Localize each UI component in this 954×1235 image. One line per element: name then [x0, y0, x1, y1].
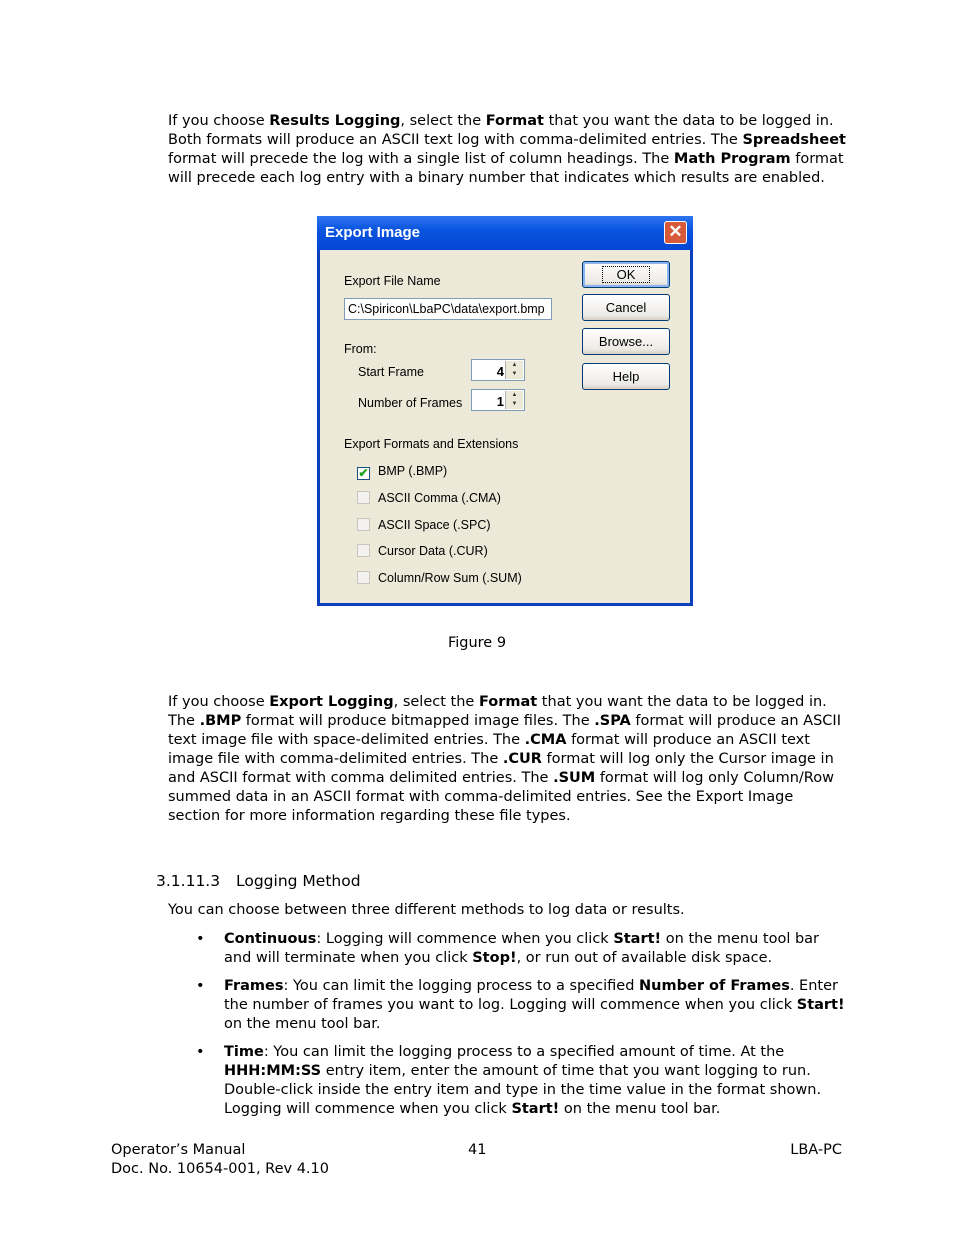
export-logging-paragraph: If you choose Export Logging, select the Format that you want the data to be logged in. The .BMP format will produce bitmapped image files. The .SPA format will produce an ASCII text image file with space-delimited entries. The .CMA format will produce an ASCII text image file with comma-delimited entries. The .CUR format will log only the Cursor image in and ASCII format with comma delimited entries. The .SUM format will log only Column/Row summed data in an ASCII format with comma-delimited entries. See the Export Image section for more information regarding these file types. — [168, 694, 841, 824]
section-title: Logging Method — [236, 872, 361, 890]
dialog-title: Export Image — [325, 224, 421, 241]
format-option-label: Cursor Data (.CUR) — [378, 544, 488, 558]
list-item: • Time: You can limit the logging process to a specified amount of time. At the HHH:MM:SS entry item, enter the amount of time that you want logging to run. Double-click inside the entry item and type in the time value in the format shown. Logging will commence when you click Start! on the menu tool bar. — [196, 1044, 822, 1117]
checkbox-icon[interactable] — [357, 544, 370, 557]
footer-product: LBA-PC — [790, 1142, 842, 1158]
format-option-spc[interactable] — [357, 516, 491, 536]
start-frame-value: 4 — [496, 364, 504, 379]
export-formats-label: Export Formats and Extensions — [344, 437, 519, 451]
ok-button[interactable]: OK — [582, 261, 670, 288]
list-item: • Continuous: Logging will commence when you click Start! on the menu tool bar and will terminate when you click Stop!, or run out of available disk space. — [196, 931, 820, 966]
number-of-frames-spinner[interactable] — [471, 389, 525, 411]
start-frame-label: Start Frame — [358, 365, 424, 379]
number-of-frames-label: Number of Frames — [358, 396, 463, 410]
results-logging-paragraph: If you choose Results Logging, select the Format that you want the data to be logged in. Both formats will produce an ASCII text log with comma-delimited entries. The Spreadsheet format will precede the log with a single list of column headings. The Math Program format will precede each log entry with a binary number that indicates which results are enabled. — [168, 113, 846, 186]
cancel-button[interactable]: Cancel — [582, 294, 670, 321]
intro-paragraph: You can choose between three different methods to log data or results. — [168, 902, 685, 918]
spinner-arrows-icon[interactable]: ▲ ▼ — [505, 361, 523, 379]
footer-manual: Operator’s Manual — [111, 1142, 246, 1158]
export-file-name-input[interactable] — [344, 298, 552, 320]
footer-doc-number: Doc. No. 10654-001, Rev 4.10 — [111, 1161, 329, 1177]
list-item: • Frames: You can limit the logging process to a specified Number of Frames. Enter the number of frames you want to log. Logging will commence when you click Start! on the menu tool bar. — [196, 978, 845, 1032]
footer-page-number: 41 — [468, 1142, 487, 1158]
footer-left — [111, 1141, 329, 1179]
checkbox-icon[interactable] — [357, 571, 370, 584]
browse-button[interactable]: Browse... — [582, 328, 670, 355]
close-icon: ✕ — [668, 222, 683, 241]
format-option-label: ASCII Space (.SPC) — [378, 518, 491, 532]
help-button[interactable]: Help — [582, 363, 670, 390]
format-option-label: BMP (.BMP) — [378, 464, 448, 478]
start-frame-spinner[interactable] — [471, 359, 525, 381]
export-file-name-label: Export File Name — [344, 274, 441, 288]
format-option-cma[interactable] — [357, 489, 501, 509]
close-button[interactable] — [664, 221, 687, 244]
logging-methods-list — [168, 930, 846, 1128]
format-option-cur[interactable] — [357, 542, 488, 562]
bullet-icon: • — [196, 1044, 205, 1060]
checkbox-icon[interactable] — [357, 518, 370, 531]
section-heading — [156, 872, 361, 891]
format-option-label: Column/Row Sum (.SUM) — [378, 571, 522, 585]
checkbox-checked-icon[interactable]: ✔ — [358, 466, 369, 480]
section-number: 3.1.11.3 — [156, 872, 221, 890]
from-label: From: — [344, 342, 377, 356]
dialog-title-bar[interactable] — [317, 216, 693, 250]
format-option-bmp[interactable] — [357, 462, 447, 482]
bullet-icon: • — [196, 978, 205, 994]
format-option-label: ASCII Comma (.CMA) — [378, 491, 501, 505]
number-of-frames-value: 1 — [496, 394, 504, 409]
figure-caption: Figure 9 — [447, 635, 507, 651]
export-image-dialog — [317, 216, 693, 606]
bullet-icon: • — [196, 931, 205, 947]
checkbox-icon[interactable] — [357, 491, 370, 504]
format-option-sum[interactable] — [357, 569, 522, 589]
spinner-arrows-icon[interactable]: ▲ ▼ — [505, 391, 523, 409]
